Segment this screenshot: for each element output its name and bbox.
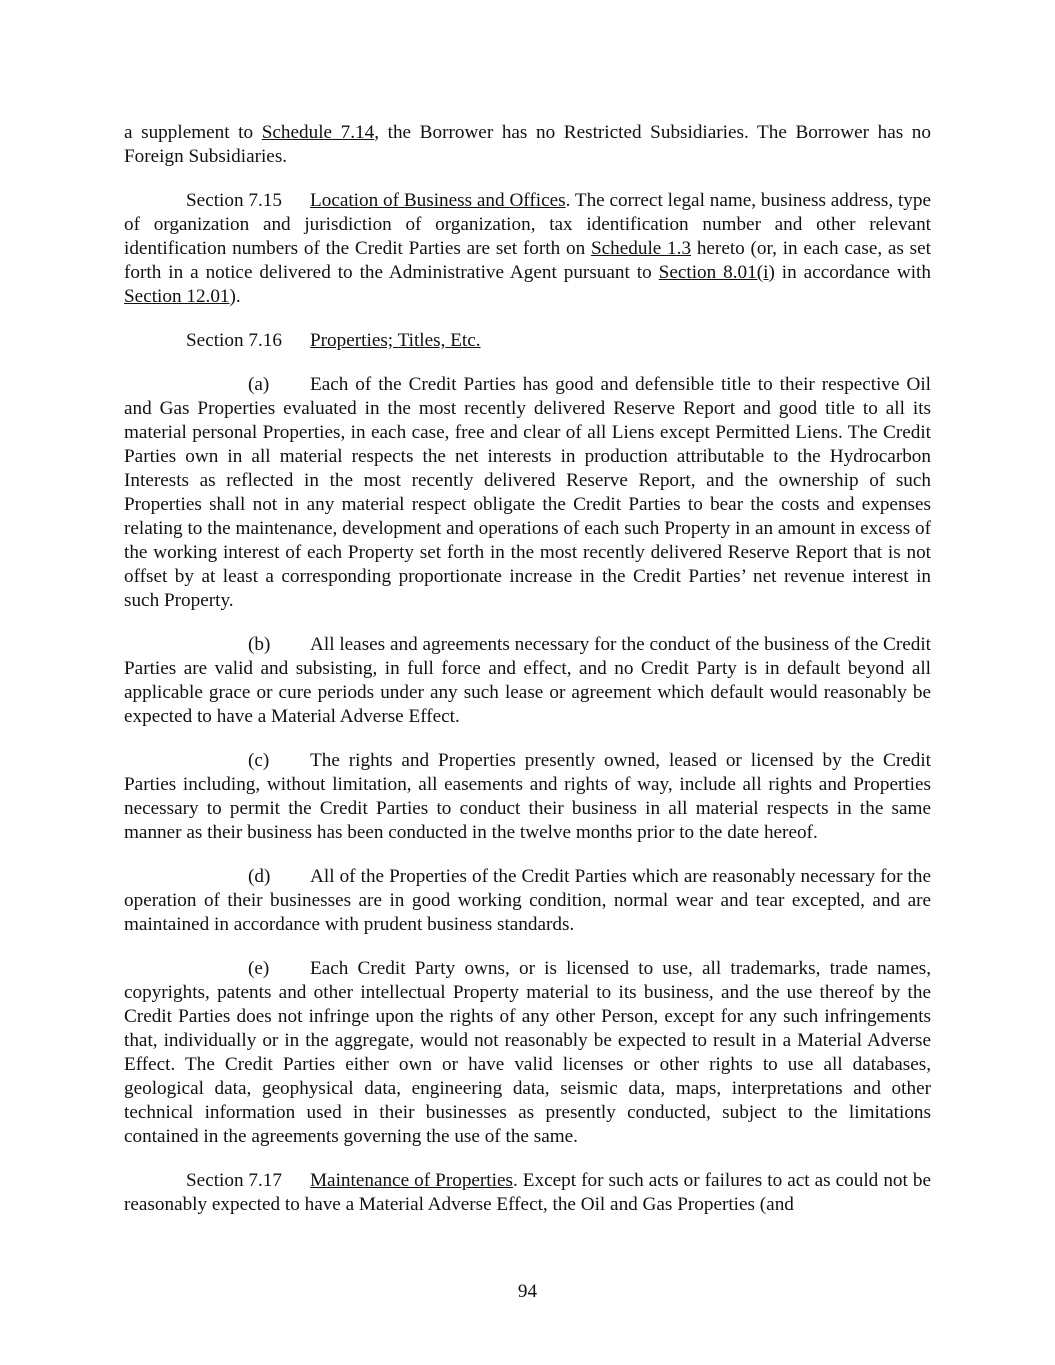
section-7-15-heading: Location of Business and Offices (310, 190, 566, 211)
section-7-16-heading: Properties; Titles, Etc. (310, 330, 481, 351)
section-12-01-reference: Section 12.01 (124, 286, 230, 307)
section-8-01i-reference: Section 8.01(i) (658, 262, 775, 283)
schedule-7-14-reference: Schedule 7.14 (261, 122, 375, 143)
continued-text-1: a supplement to (124, 122, 262, 143)
subsection-e-text: Each Credit Party owns, or is licensed to use, all trademarks, trade names, copyrights, patents and other intellectual Property material to its business, and the use thereof by the Credit Parties does not infringe upon the rights of any other Person, except for any such infringements that, individually or in the aggregate, would not reasonably be expected to result in a Material Adverse Effect. The Credit Parties either own or have valid licenses or other rights to use all databases, geological data, geophysical data, engineering data, seismic data, maps, interpretations and other technical information used in their businesses as presently conducted, subject to the limitations contained in the agreements governing the use of the same. (124, 958, 931, 1147)
section-7-15-text-3: in accordance with (774, 262, 931, 283)
section-7-16-number: Section 7.16 (186, 330, 282, 351)
subsection-d-label: (d) (248, 866, 271, 887)
subsection-d-text: All of the Properties of the Credit Parties which are reasonably necessary for the operation of their businesses are in good working condition, normal wear and tear excepted, and are maintained in accordance with prudent business standards. (124, 866, 931, 935)
subsection-a-text: Each of the Credit Parties has good and defensible title to their respective Oil and Gas Properties evaluated in the most recently delivered Reserve Report and good title to all its material personal Properties, in each case, free and clear of all Liens except Permitted Liens. The Credit Parties own in all material respects the net interests in production attributable to the Hydrocarbon Interests as reflected in the most recently delivered Reserve Report, and the ownership of such Properties shall not in any material respect obligate the Credit Parties to bear the costs and expenses relating to the maintenance, development and operations of each such Property in an amount in excess of the working interest of each Property set forth in the most recently delivered Reserve Report that is not offset by at least a corresponding proportionate increase in the Credit Parties’ net revenue interest in such Property. (124, 374, 931, 611)
section-7-17-number: Section 7.17 (186, 1170, 282, 1191)
continued-paragraph (124, 121, 931, 169)
subsection-b-text: All leases and agreements necessary for the conduct of the business of the Credit Parties are valid and subsisting, in full force and effect, and no Credit Party is in default beyond all applicable grace or cure periods under any such lease or agreement which default would reasonably be expected to have a Material Adverse Effect. (124, 634, 931, 727)
subsection-e-label: (e) (248, 958, 270, 979)
subsection-e (124, 957, 931, 1149)
section-7-15-number: Section 7.15 (186, 190, 282, 211)
continued-text-2: , the Borrower has no Restricted Subsidiaries. The Borrower has no Foreign Subsidiaries. (124, 122, 931, 167)
section-7-15-text-4: ). (229, 286, 241, 307)
section-7-17-paragraph (124, 1169, 931, 1217)
subsection-b (124, 633, 931, 729)
subsection-a (124, 373, 931, 613)
section-7-15-text-2: hereto (or, in each case, as set forth in a notice delivered to the Administrative Agent pursuant to (124, 238, 931, 283)
page-number: 94 (517, 1281, 538, 1302)
subsection-a-label: (a) (248, 374, 270, 395)
subsection-d (124, 865, 931, 937)
section-7-15-text-1: . The correct legal name, business address, type of organization and jurisdiction of organization, tax identification number and other relevant identification numbers of the Credit Parties are set forth on (124, 190, 931, 259)
subsection-c (124, 749, 931, 845)
section-7-15-paragraph (124, 189, 931, 309)
schedule-1-3-reference: Schedule 1.3 (590, 238, 692, 259)
subsection-b-label: (b) (248, 634, 271, 655)
subsection-c-label: (c) (248, 750, 270, 771)
section-7-17-text: . Except for such acts or failures to act as could not be reasonably expected to have a Material Adverse Effect, the Oil and Gas Properties (and (124, 1170, 931, 1215)
section-7-16-heading-line (124, 329, 931, 353)
section-7-17-heading: Maintenance of Properties (310, 1170, 513, 1191)
subsection-c-text: The rights and Properties presently owned, leased or licensed by the Credit Parties including, without limitation, all easements and rights of way, include all rights and Properties necessary to permit the Credit Parties to conduct their business in all material respects in the same manner as their business has been conducted in the twelve months prior to the date hereof. (124, 750, 931, 843)
